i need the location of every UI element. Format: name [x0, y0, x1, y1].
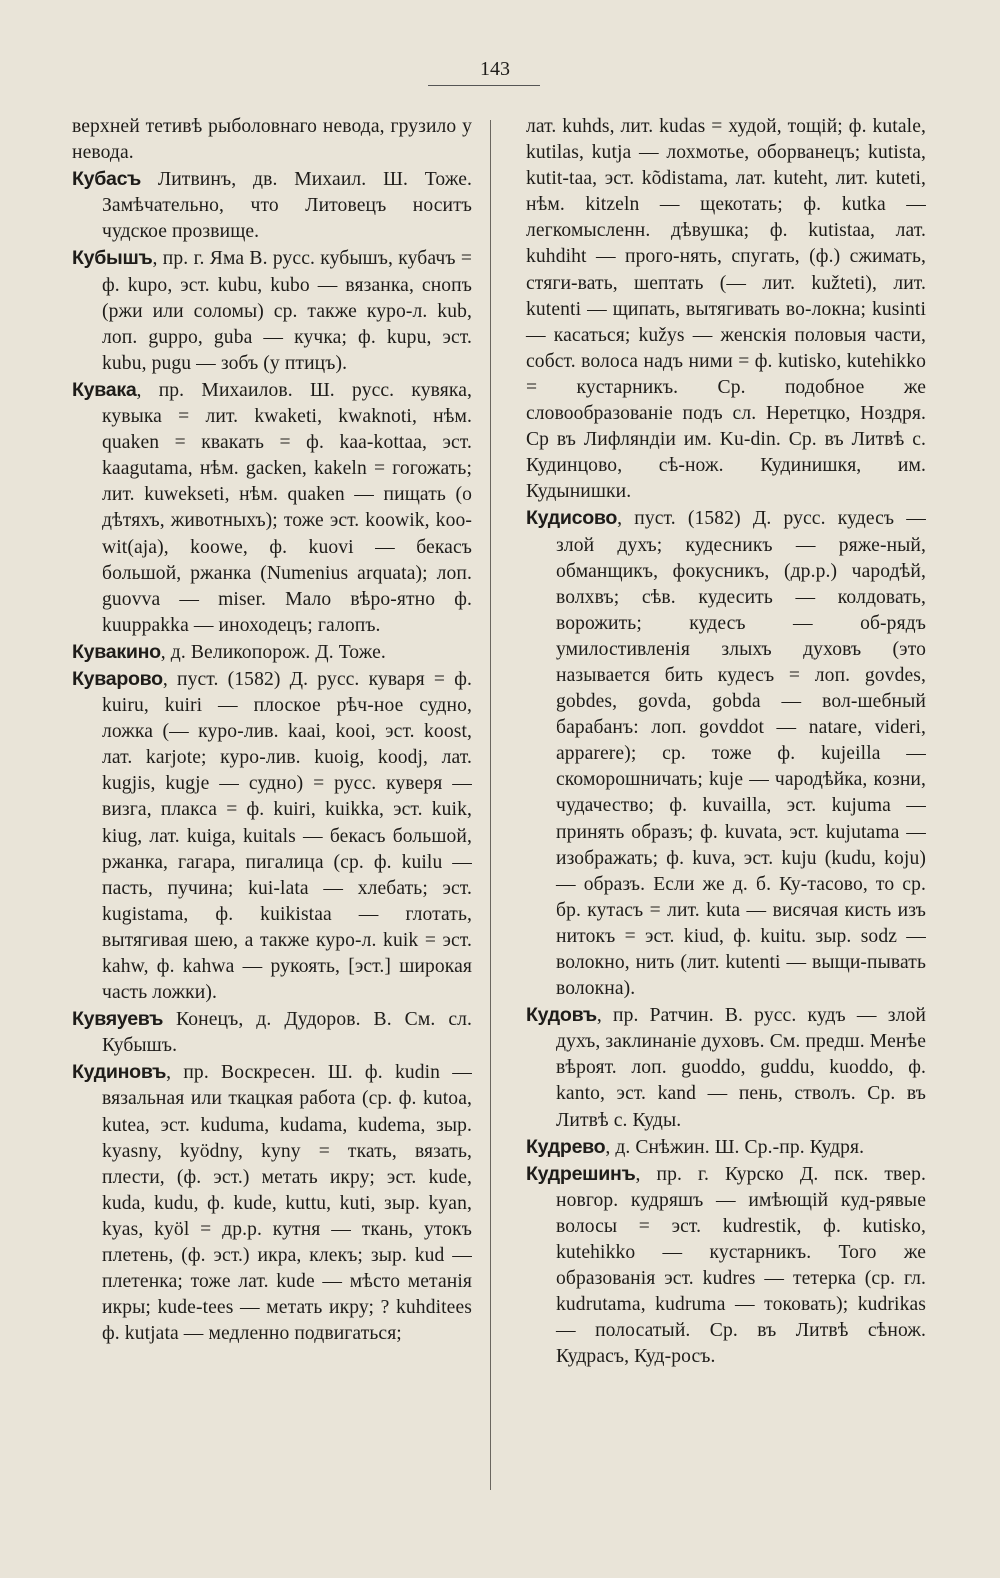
- entry-text: , д. Великопорож. Д. Тоже.: [160, 641, 386, 663]
- dictionary-entry: [526, 1134, 926, 1161]
- entry-headword: Кубасъ: [72, 168, 141, 191]
- entry-headword: Кудисово: [526, 507, 618, 530]
- dictionary-entry: [72, 166, 472, 245]
- dictionary-entry: [526, 1161, 926, 1371]
- dictionary-entry: [72, 1006, 472, 1059]
- right-column: [526, 114, 926, 1371]
- entry-headword: Кувяуевъ: [72, 1008, 164, 1031]
- dictionary-entry: [72, 1059, 472, 1347]
- entry-headword: Кудиновъ: [72, 1061, 167, 1084]
- entry-text: , пуст. (1582) Д. русс. куваря = ф. kuiru, kuiri — плоское рѣч-ное судно, ложка (— куро-лив. kaai, kooi, эст. koost, лат. karjote; куро-лив. kuoig, koodj, лат. kugjis, kugje — судно) = русс. куверя — визга, плакса = ф. kuiri, kuikka, эст. kuik, kiug, лат. kuiga, kuitals — бекасъ большой, ржанка, гагара, пигалица (ср. ф. kuilu — пасть, пучина; kui-lata — хлебать; эст. kugistama, ф. kuikistaa — глотать, вытягивая шею, а также куро-л. kuik = эст. kahw, ф. kahwa — рукоять, [эст.] широкая часть ложки).: [102, 668, 472, 1004]
- entry-text: , д. Снѣжин. Ш. Ср.-пр. Кудря.: [605, 1136, 865, 1158]
- dictionary-entry: [72, 639, 472, 666]
- header-rule: [428, 85, 540, 86]
- continued-entry: [72, 114, 472, 166]
- entry-text: Литвинъ, дв. Михаил. Ш. Тоже. Замѣчательно, что Литовецъ носитъ чудское прозвище.: [102, 169, 472, 243]
- entry-text: , пр. Воскресен. Ш. ф. kudin — вязальная или ткацкая работа (ср. ф. kutoa, kutea, эст. kuduma, kudama, kudema, зыр. kyasny, kyödny, kyny = ткать, вязать, плести, (ф. эст.) метать икру; эст. kude, kuda, kudu, ф. kude, kuttu, kuti, зыр. kyan, kyas, kyöl = др.р. кутня — ткань, утокъ плетень, (ф. эст.) икра, клекъ; зыр. kud — плетенка; тоже лат. kude — мѣсто метанія икры; kude-tees — метать икру; ? kuhditees ф. kutjata — медленно подвигаться;: [102, 1062, 472, 1345]
- entry-text: Конецъ, д. Дудоров. В. См. сл. Кубышъ.: [102, 1009, 472, 1057]
- dictionary-entry: [526, 505, 926, 1002]
- continued-entry: [526, 114, 926, 505]
- entry-text: лат. kuhds, лит. kudas = худой, тощій; ф. kutale, kutilas, kutja — лохмотье, оборванецъ; kutista, kutit-taa, эст. kõdistama, лат. kuteht, лит. kuteti, нѣм. kitzeln — щекотать; ф. kutka — легкомысленн. дѣвушка; ф. kutistaa, лат. kuhdiht — прого-нять, спугать, (ф.) сжимать, стяги-вать, шептать (— лит. kužteti), лит. kutenti — щипать, вытягивать во-локна; kusinti — касаться; kužys — женскія половыя части, собст. волоса надъ ними = ф. kutisko, kutehikko = кустарникъ. Ср. подобное же словообразованіе подъ сл. Неретцко, Ноздря. Ср въ Лифляндіи им. Ku-din. Ср. въ Литвѣ с. Кудинцово, сѣ-нож. Кудинишкя, им. Кудынишки.: [526, 116, 926, 503]
- entry-headword: Кувака: [72, 378, 137, 401]
- entry-headword: Кубышъ: [72, 247, 153, 270]
- dictionary-entry: [72, 245, 472, 376]
- entry-headword: Кудовъ: [526, 1004, 597, 1027]
- entry-text: , пуст. (1582) Д. русс. кудесъ — злой духъ; кудесникъ — ряже-ный, обманщикъ, фокусникъ, (др.р.) чародѣй, волхвъ; сѣв. кудесить — колдовать, ворожить; кудесъ — об-рядъ умилостивленія злыхъ духовъ (это называется бить кудесъ = лоп. govdes, gobdes, govda, gobda — вол-шебный барабанъ: лоп. govddot — natare, videri, apparere); ср. тоже ф. kujeilla — скоморошничать; kuje — чародѣйка, козни, чудачество; ф. kuvailla, эст. kujuma — принять образъ; ф. kuvata, эст. kujutama — изображать; ф. kuva, эст. kuju (kudu, koju) — образъ. Если же д. б. Ку-тасово, то ср. бр. кутасъ = лит. kuta — висячая кисть изъ нитокъ = эст. kiud, ф. kuitu. зыр. sodz — волокно, нить (лит. kutenti — выщи-пывать волокна).: [556, 508, 926, 1000]
- dictionary-entry: [526, 1002, 926, 1133]
- left-column: [72, 114, 472, 1347]
- entry-headword: Куварово: [72, 667, 163, 690]
- entry-headword: Кудрево: [526, 1135, 606, 1158]
- entry-text: , пр. г. Яма В. русс. кубышъ, кубачъ = ф. kupo, эст. kubu, kubo — вязанка, снопъ (ржи или соломы) ср. также куро-л. kub, лоп. gupро, guba — кучка; ф. kupu, эст. kubu, pugu — зобъ (у птицъ).: [102, 248, 472, 374]
- column-divider: [490, 120, 491, 1490]
- entry-headword: Кувакино: [72, 640, 161, 663]
- dictionary-entry: [72, 377, 472, 639]
- page-number: 143: [480, 58, 510, 80]
- entry-text: , пр. Ратчин. В. русс. кудъ — злой духъ, заклинаніе духовъ. См. предш. Менѣе вѣроят. лоп. guoddo, guddu, kuoddo, ф. kanto, эст. kand — пень, стволъ. Ср. въ Литвѣ с. Куды.: [556, 1005, 926, 1131]
- dictionary-entry: [72, 666, 472, 1006]
- entry-text: , пр. г. Курско Д. пск. твер. новгор. кудряшъ — имѣющій куд-рявые волосы = эст. kudrestik, ф. kutisko, kutehikko — кустарникъ. Того же образованія эст. kudres — тетерка (ср. гл. kudrutama, kudruma — токовать); kudrikas — полосатый. Ср. въ Литвѣ сѣнож. Кудрасъ, Куд-росъ.: [556, 1163, 926, 1368]
- entry-text: , пр. Михаилов. Ш. русс. кувяка, кувыка = лит. kwaketi, kwaknoti, нѣм. quaken = квакать = ф. kaa-kottaa, эст. kaagutama, нѣм. gacken, kakeln = гогожать; лит. kuwekseti, нѣм. quaken — пищать (о дѣтяхъ, животныхъ); тоже эст. koowik, koo-wit(aja), koowe, ф. kuovi — бекасъ большой, ржанка (Numenius arquata); лоп. guovva — miser. Мало вѣро-ятно ф. kuuppakka — иноходецъ; галопъ.: [102, 379, 472, 636]
- entry-text: верхней тетивѣ рыболовнаго невода, грузило у невода.: [72, 116, 472, 164]
- entry-headword: Кудрешинъ: [526, 1162, 636, 1185]
